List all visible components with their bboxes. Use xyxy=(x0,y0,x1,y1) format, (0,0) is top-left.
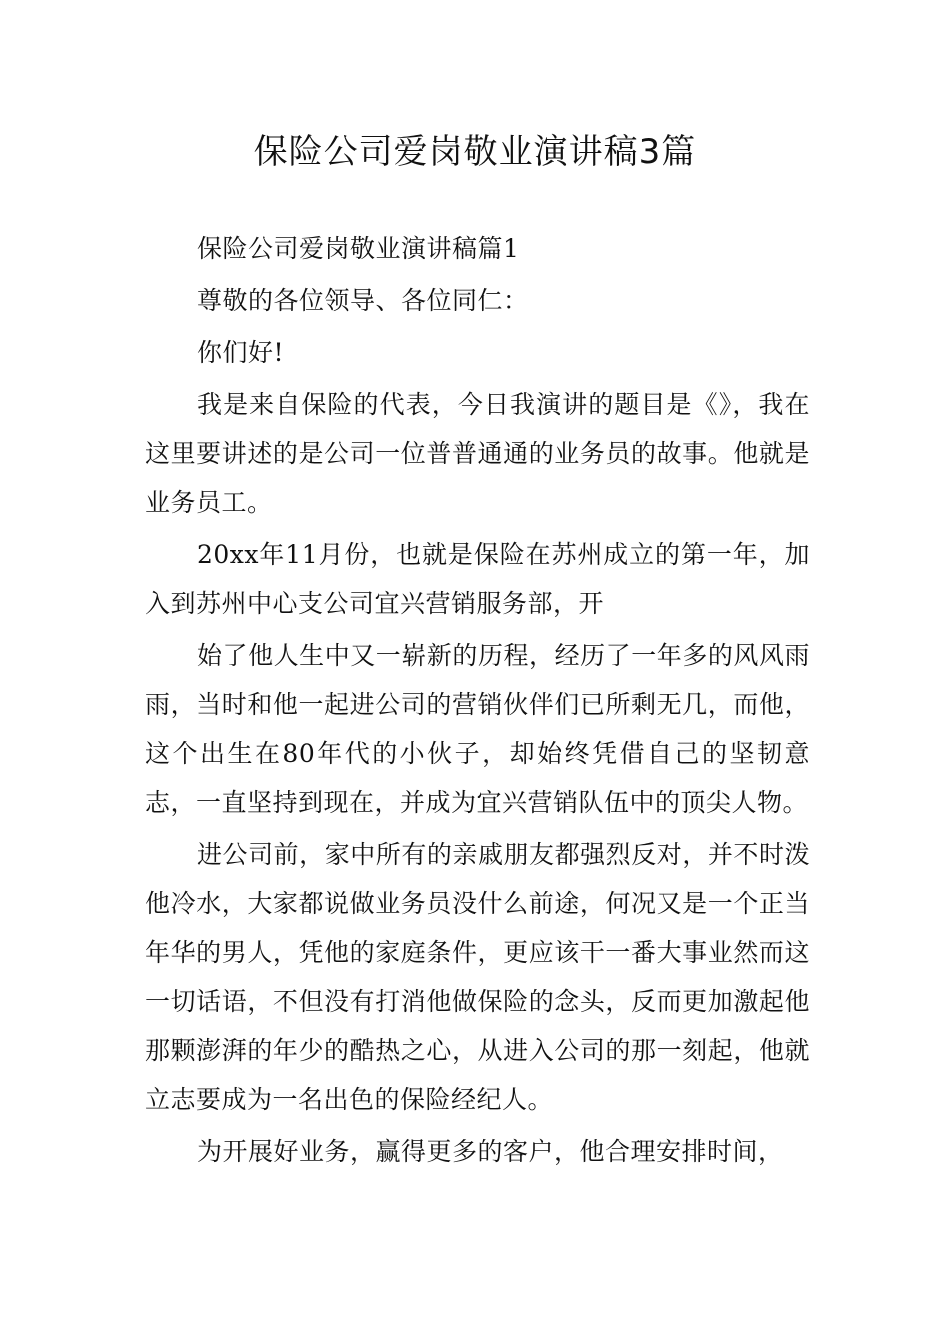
document-title: 保险公司爱岗敬业演讲稿3篇 xyxy=(253,132,697,172)
paragraph: 我是来自保险的代表，今日我演讲的题目是《》，我在这里要讲述的是公司一位普普通通的业务员的故事。他就是业务员工。 xyxy=(145,390,810,517)
paragraph: 进公司前，家中所有的亲戚朋友都强烈反对，并不时泼他冷水，大家都说做业务员没什么前途，何况又是一个正当年华的男人，凭他的家庭条件，更应该干一番大事业然而这一切话语，不但没有打消他做保险的念头，反而更加激起他那颗澎湃的年少的酷热之心，从进入公司的那一刻起，他就立志要成为一名出色的保险经纪人。 xyxy=(145,840,810,1114)
greeting: 你们好! xyxy=(197,338,285,367)
paragraph: 20xx年11月份，也就是保险在苏州成立的第一年，加入到苏州中心支公司宜兴营销服务部，开 xyxy=(145,540,810,618)
paragraph: 为开展好业务，赢得更多的客户，他合理安排时间， xyxy=(197,1137,784,1166)
paragraph: 始了他人生中又一崭新的历程，经历了一年多的风风雨雨，当时和他一起进公司的营销伙伴们已所剩无几，而他，这个出生在80年代的小伙子，却始终凭借自己的坚韧意志，一直坚持到现在，并成为宜兴营销队伍中的顶尖人物。 xyxy=(145,641,810,817)
document-body xyxy=(145,224,810,1179)
section-heading: 保险公司爱岗敬业演讲稿篇1 xyxy=(197,234,520,263)
salutation: 尊敬的各位领导、各位同仁： xyxy=(197,286,529,315)
